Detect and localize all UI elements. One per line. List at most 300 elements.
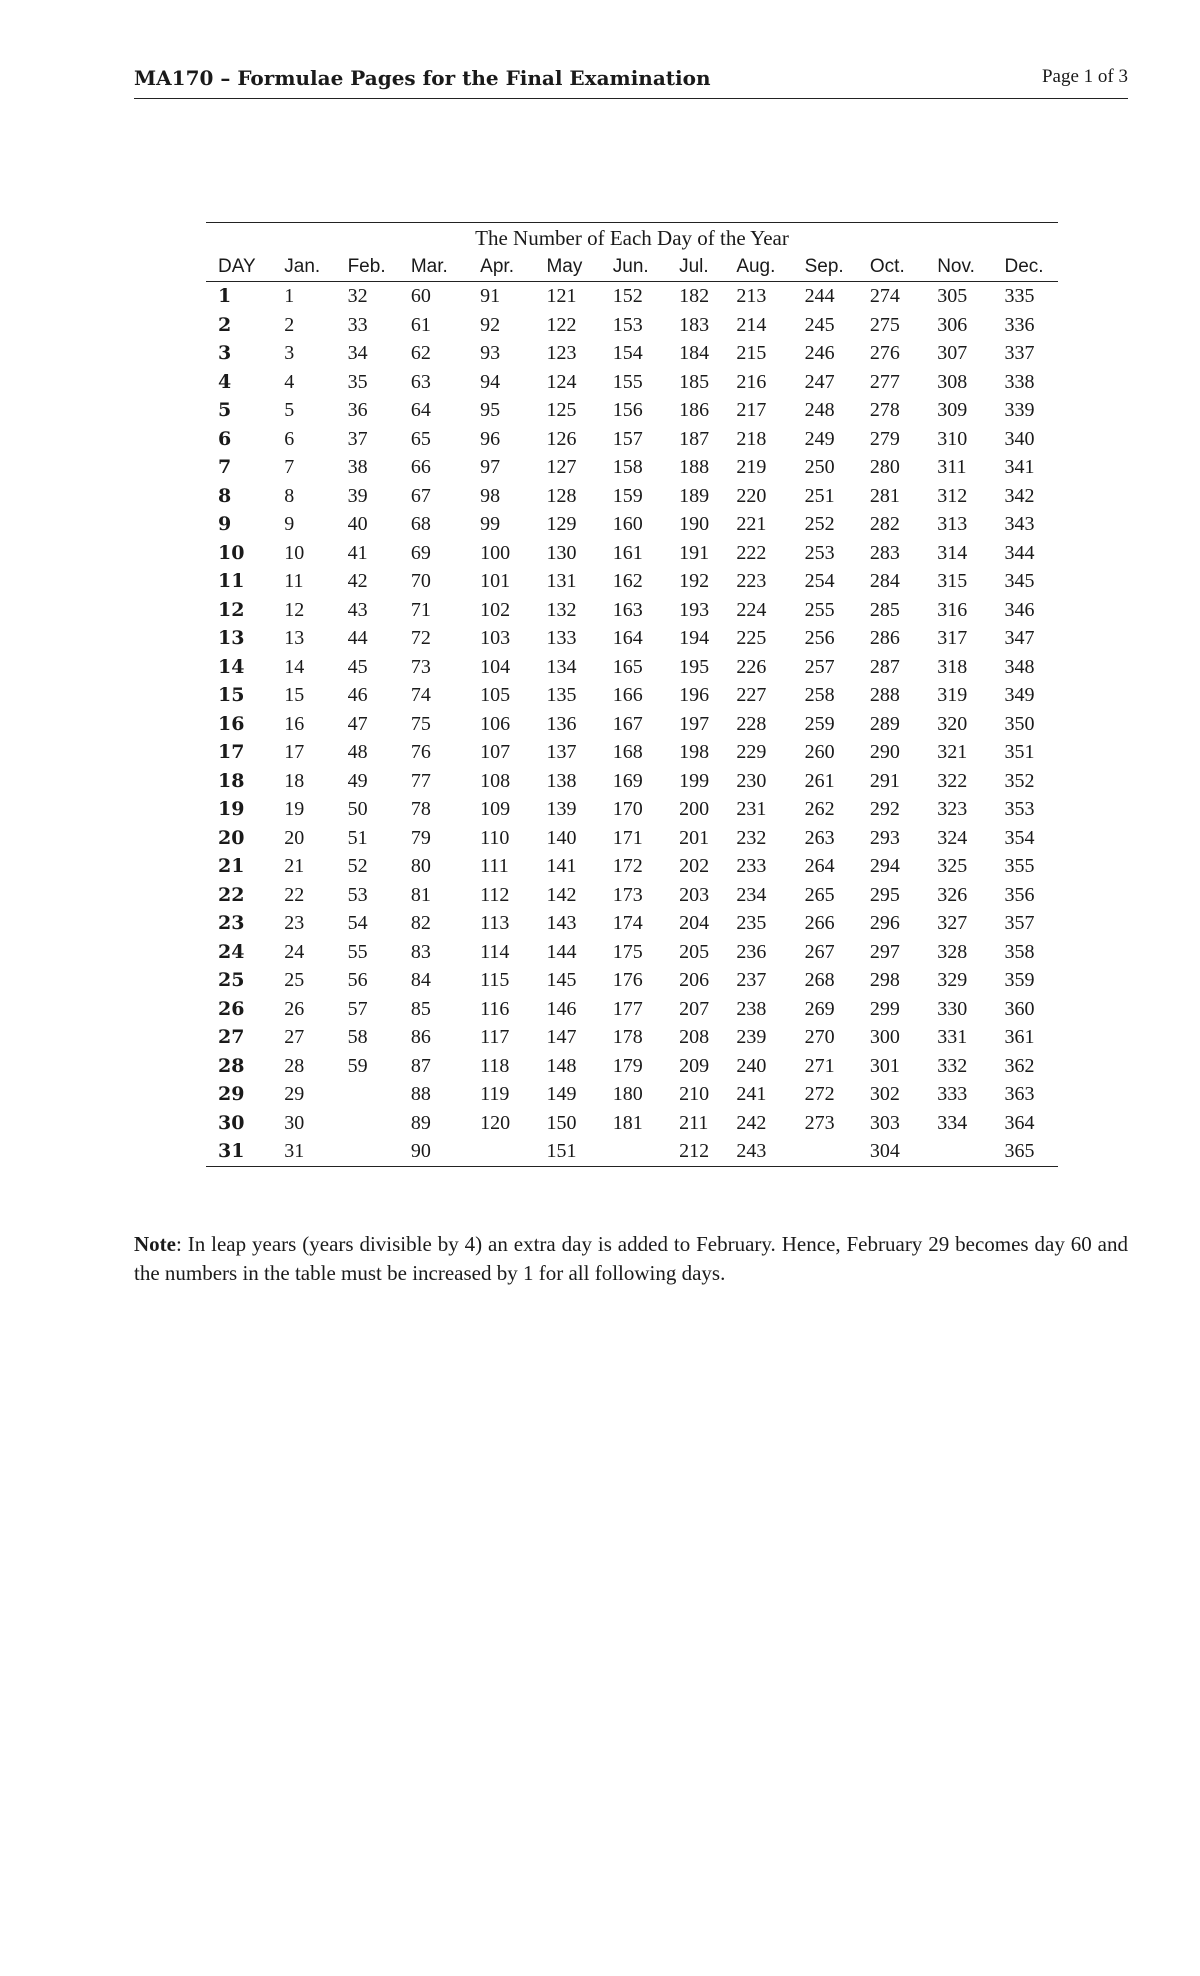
day-number-cell: 27 xyxy=(218,1026,245,1048)
day-of-year-cell: 304 xyxy=(858,1137,925,1166)
day-of-year-cell: 288 xyxy=(869,684,900,706)
day-of-year-cell: 25 xyxy=(284,969,305,991)
day-of-year-cell: 183 xyxy=(679,313,710,336)
day-of-year-cell: 18 xyxy=(284,769,305,792)
day-of-year-cell xyxy=(601,1137,667,1166)
day-of-year-cell: 221 xyxy=(736,513,767,535)
day-of-year-cell: 233 xyxy=(736,855,767,877)
day-of-year-cell: 263 xyxy=(804,826,835,849)
day-of-year-cell: 53 xyxy=(347,883,368,906)
day-number-cell: 17 xyxy=(218,741,245,763)
day-of-year-cell: 251 xyxy=(804,484,835,507)
day-of-year-cell: 334 xyxy=(937,1111,968,1134)
day-of-year-cell: 285 xyxy=(869,598,900,621)
day-of-year-cell: 128 xyxy=(546,484,577,507)
day-of-year-cell: 112 xyxy=(480,883,510,906)
day-of-year-cell: 265 xyxy=(804,883,835,906)
day-of-year-cell: 23 xyxy=(284,912,305,934)
day-of-year-cell: 84 xyxy=(410,969,431,991)
day-of-year-cell: 132 xyxy=(546,598,577,621)
day-of-year-cell: 192 xyxy=(679,570,710,592)
day-of-year-cell: 151 xyxy=(534,1137,600,1166)
day-of-year-cell: 141 xyxy=(546,855,577,877)
day-of-year-cell: 176 xyxy=(612,969,643,991)
day-of-year-cell: 145 xyxy=(546,969,577,991)
day-of-year-cell: 55 xyxy=(347,940,368,963)
day-of-year-cell: 148 xyxy=(546,1054,577,1077)
day-of-year-cell: 94 xyxy=(480,370,501,393)
day-of-year-cell: 68 xyxy=(410,513,431,535)
day-of-year-cell: 71 xyxy=(410,598,431,621)
day-of-year-cell: 348 xyxy=(1004,655,1035,678)
day-of-year-cell: 239 xyxy=(736,1026,767,1048)
day-of-year-cell: 129 xyxy=(546,513,577,535)
day-of-year-cell: 189 xyxy=(679,484,710,507)
day-of-year-cell: 302 xyxy=(869,1083,900,1105)
day-of-year-cell: 58 xyxy=(347,1026,368,1048)
day-of-year-cell: 262 xyxy=(804,798,835,820)
day-of-year-cell: 264 xyxy=(804,855,835,877)
day-of-year-cell: 267 xyxy=(804,940,835,963)
day-of-year-cell: 106 xyxy=(480,712,511,735)
day-of-year-cell: 309 xyxy=(937,399,968,421)
table-row xyxy=(206,824,1058,853)
day-of-year-cell: 243 xyxy=(724,1137,792,1166)
day-of-year-cell: 319 xyxy=(937,684,968,706)
table-row xyxy=(206,1052,1058,1081)
table-row xyxy=(206,368,1058,397)
day-of-year-cell: 313 xyxy=(937,513,968,535)
day-of-year-cell: 258 xyxy=(804,684,835,706)
day-of-year-cell: 4 xyxy=(284,370,295,393)
day-of-year-cell: 120 xyxy=(480,1111,511,1134)
table-row xyxy=(206,710,1058,739)
day-of-year-cell: 329 xyxy=(937,969,968,991)
day-of-year-cell: 164 xyxy=(612,627,643,649)
day-of-year-cell: 54 xyxy=(347,912,368,934)
day-of-year-cell: 210 xyxy=(679,1083,710,1105)
table-row xyxy=(206,966,1058,995)
day-of-year-cell: 69 xyxy=(410,541,431,564)
day-of-year-cell: 337 xyxy=(1004,342,1035,364)
day-of-year-cell: 127 xyxy=(546,456,577,478)
day-of-year-cell: 63 xyxy=(410,370,431,393)
day-of-year-cell: 330 xyxy=(937,997,968,1020)
day-of-year-cell: 146 xyxy=(546,997,577,1020)
column-header-month: Feb. xyxy=(336,253,399,282)
day-of-year-cell: 167 xyxy=(612,712,643,735)
day-of-year-cell: 67 xyxy=(410,484,431,507)
day-of-year-cell: 244 xyxy=(804,285,835,307)
day-of-year-cell: 60 xyxy=(410,285,431,307)
day-of-year-cell: 6 xyxy=(284,427,295,450)
day-number-cell: 14 xyxy=(218,655,245,678)
day-of-year-cell: 80 xyxy=(410,855,431,877)
table-row xyxy=(206,738,1058,767)
day-of-year-cell: 289 xyxy=(869,712,900,735)
day-of-year-cell: 104 xyxy=(480,655,511,678)
day-of-year-cell: 201 xyxy=(679,826,710,849)
day-of-year-cell: 161 xyxy=(612,541,643,564)
day-of-year-cell: 295 xyxy=(869,883,900,906)
day-of-year-cell: 122 xyxy=(546,313,577,336)
day-of-year-cell: 311 xyxy=(937,456,967,478)
day-of-year-cell: 193 xyxy=(679,598,710,621)
table-row xyxy=(206,852,1058,881)
day-of-year-cell: 154 xyxy=(612,342,643,364)
table-row xyxy=(206,425,1058,454)
column-header-month: Apr. xyxy=(468,253,534,282)
day-number-cell: 25 xyxy=(218,969,245,991)
day-of-year-cell: 144 xyxy=(546,940,577,963)
day-of-year-cell: 7 xyxy=(284,456,295,478)
day-of-year-cell: 277 xyxy=(869,370,900,393)
day-of-year-cell: 38 xyxy=(347,456,368,478)
day-of-year-cell: 216 xyxy=(736,370,767,393)
day-of-year-cell: 247 xyxy=(804,370,835,393)
day-of-year-cell: 185 xyxy=(679,370,710,393)
day-of-year-cell: 66 xyxy=(410,456,431,478)
day-of-year-cell: 305 xyxy=(937,285,968,307)
day-of-year-cell: 78 xyxy=(410,798,431,820)
day-of-year-cell: 316 xyxy=(937,598,968,621)
table-row xyxy=(206,1023,1058,1052)
table-row xyxy=(206,938,1058,967)
day-of-year-cell: 180 xyxy=(612,1083,643,1105)
day-of-year-cell: 91 xyxy=(480,285,501,307)
day-of-year-cell: 249 xyxy=(804,427,835,450)
column-header-month: Jun. xyxy=(601,253,667,282)
day-of-year-cell: 1 xyxy=(284,285,295,307)
day-of-year-cell: 90 xyxy=(399,1137,468,1166)
day-of-year-cell: 300 xyxy=(869,1026,900,1048)
page-header xyxy=(134,66,1128,99)
day-of-year-cell: 27 xyxy=(284,1026,305,1048)
day-of-year-cell: 88 xyxy=(410,1083,431,1105)
table-caption: The Number of Each Day of the Year xyxy=(206,223,1058,254)
day-of-year-cell: 350 xyxy=(1004,712,1035,735)
day-of-year-cell: 41 xyxy=(347,541,368,564)
day-of-year-cell: 212 xyxy=(667,1137,724,1166)
day-number-cell: 6 xyxy=(218,427,232,450)
day-number-cell: 8 xyxy=(218,484,232,507)
day-of-year-cell: 13 xyxy=(284,627,305,649)
page-number: Page 1 of 3 xyxy=(1041,66,1128,87)
day-of-year-cell: 139 xyxy=(546,798,577,820)
table-row xyxy=(206,282,1058,311)
day-of-year-cell: 332 xyxy=(937,1054,968,1077)
day-of-year-cell: 174 xyxy=(612,912,643,934)
day-of-year-cell: 173 xyxy=(612,883,643,906)
day-of-year-cell: 242 xyxy=(736,1111,767,1134)
day-of-year-cell: 194 xyxy=(679,627,710,649)
day-of-year-cell: 191 xyxy=(679,541,710,564)
day-of-year-cell: 347 xyxy=(1004,627,1035,649)
day-of-year-cell: 206 xyxy=(679,969,710,991)
day-number-cell: 3 xyxy=(218,342,232,364)
day-of-year-cell: 307 xyxy=(937,342,968,364)
day-of-year-cell: 248 xyxy=(804,399,835,421)
day-of-year-cell: 95 xyxy=(480,399,501,421)
day-of-year-cell: 131 xyxy=(546,570,577,592)
day-of-year-cell: 294 xyxy=(869,855,900,877)
table-row xyxy=(206,567,1058,596)
day-of-year-cell: 196 xyxy=(679,684,710,706)
day-of-year-cell: 39 xyxy=(347,484,368,507)
day-of-year-cell: 323 xyxy=(937,798,968,820)
day-of-year-cell: 35 xyxy=(347,370,368,393)
day-of-year-cell: 341 xyxy=(1004,456,1035,478)
day-of-year-cell: 352 xyxy=(1004,769,1035,792)
day-of-year-cell: 86 xyxy=(410,1026,431,1048)
day-of-year-cell: 322 xyxy=(937,769,968,792)
column-header-month: Oct. xyxy=(858,253,925,282)
day-of-year-cell: 195 xyxy=(679,655,710,678)
day-of-year-cell: 279 xyxy=(869,427,900,450)
day-of-year-cell: 134 xyxy=(546,655,577,678)
table-row xyxy=(206,681,1058,710)
day-of-year-cell: 93 xyxy=(480,342,501,364)
day-of-year-cell: 45 xyxy=(347,655,368,678)
day-of-year-cell: 159 xyxy=(612,484,643,507)
column-header-month: Jan. xyxy=(272,253,335,282)
table-row xyxy=(206,339,1058,368)
day-of-year-cell: 87 xyxy=(410,1054,431,1077)
table-row xyxy=(206,881,1058,910)
document-title: MA170 – Formulae Pages for the Final Examination xyxy=(134,66,711,90)
table-row xyxy=(206,1109,1058,1138)
day-of-year-cell: 355 xyxy=(1004,855,1035,877)
day-of-year-cell: 188 xyxy=(679,456,710,478)
day-of-year-cell: 149 xyxy=(546,1083,577,1105)
day-of-year-cell: 85 xyxy=(410,997,431,1020)
table-row xyxy=(206,1137,1058,1166)
day-of-year-cell: 98 xyxy=(480,484,501,507)
day-number-cell: 4 xyxy=(218,370,232,393)
day-of-year-cell: 116 xyxy=(480,997,510,1020)
day-of-year-cell: 160 xyxy=(612,513,643,535)
column-header-month: Mar. xyxy=(399,253,468,282)
table-row xyxy=(206,482,1058,511)
day-of-year-cell: 254 xyxy=(804,570,835,592)
day-of-year-cell: 209 xyxy=(679,1054,710,1077)
day-of-year-table xyxy=(206,222,1058,1167)
day-of-year-cell: 108 xyxy=(480,769,511,792)
day-of-year-cell: 179 xyxy=(612,1054,643,1077)
day-of-year-cell: 115 xyxy=(480,969,510,991)
table-row xyxy=(206,510,1058,539)
day-of-year-cell xyxy=(336,1137,399,1166)
column-header-month: Sep. xyxy=(793,253,858,282)
day-number-cell: 30 xyxy=(218,1111,245,1134)
day-of-year-cell: 232 xyxy=(736,826,767,849)
day-of-year-cell: 22 xyxy=(284,883,305,906)
day-of-year-cell: 48 xyxy=(347,741,368,763)
day-of-year-cell: 328 xyxy=(937,940,968,963)
day-of-year-cell: 21 xyxy=(284,855,305,877)
day-of-year-cell: 237 xyxy=(736,969,767,991)
day-of-year-cell: 124 xyxy=(546,370,577,393)
day-of-year-cell: 118 xyxy=(480,1054,510,1077)
day-of-year-cell: 72 xyxy=(410,627,431,649)
day-of-year-cell: 292 xyxy=(869,798,900,820)
day-of-year-cell: 46 xyxy=(347,684,368,706)
day-number-cell: 16 xyxy=(218,712,245,735)
day-of-year-cell: 32 xyxy=(347,285,368,307)
table-row xyxy=(206,596,1058,625)
day-number-cell: 18 xyxy=(218,769,245,792)
day-of-year-cell xyxy=(336,1080,399,1109)
day-of-year-cell: 280 xyxy=(869,456,900,478)
day-of-year-cell: 31 xyxy=(272,1137,335,1166)
day-of-year-cell: 187 xyxy=(679,427,710,450)
day-of-year-cell: 333 xyxy=(937,1083,968,1105)
day-of-year-cell: 344 xyxy=(1004,541,1035,564)
day-of-year-cell: 335 xyxy=(1004,285,1035,307)
day-of-year-cell: 213 xyxy=(736,285,767,307)
day-of-year-cell: 257 xyxy=(804,655,835,678)
day-of-year-cell: 351 xyxy=(1004,741,1035,763)
day-of-year-cell: 47 xyxy=(347,712,368,735)
day-of-year-cell: 306 xyxy=(937,313,968,336)
day-of-year-cell: 324 xyxy=(937,826,968,849)
day-of-year-cell: 153 xyxy=(612,313,643,336)
day-of-year-cell: 43 xyxy=(347,598,368,621)
day-of-year-cell: 203 xyxy=(679,883,710,906)
day-of-year-cell: 36 xyxy=(347,399,368,421)
day-of-year-cell: 30 xyxy=(284,1111,305,1134)
day-of-year-cell: 308 xyxy=(937,370,968,393)
day-of-year-cell: 89 xyxy=(410,1111,431,1134)
day-of-year-cell: 240 xyxy=(736,1054,767,1077)
day-of-year-cell: 343 xyxy=(1004,513,1035,535)
day-of-year-cell: 363 xyxy=(1004,1083,1035,1105)
column-header-month: Dec. xyxy=(993,253,1059,282)
day-of-year-cell: 293 xyxy=(869,826,900,849)
day-of-year-cell: 133 xyxy=(546,627,577,649)
day-of-year-cell: 326 xyxy=(937,883,968,906)
day-of-year-cell: 140 xyxy=(546,826,577,849)
day-of-year-cell: 360 xyxy=(1004,997,1035,1020)
day-of-year-cell: 29 xyxy=(284,1083,305,1105)
day-number-cell: 11 xyxy=(218,570,245,592)
day-number-cell: 22 xyxy=(218,883,245,906)
day-of-year-cell: 301 xyxy=(869,1054,900,1077)
day-of-year-cell: 99 xyxy=(480,513,501,535)
day-of-year-cell: 286 xyxy=(869,627,900,649)
day-of-year-cell: 342 xyxy=(1004,484,1035,507)
table-row xyxy=(206,311,1058,340)
day-of-year-cell: 208 xyxy=(679,1026,710,1048)
day-of-year-cell: 114 xyxy=(480,940,510,963)
day-of-year-cell: 137 xyxy=(546,741,577,763)
day-of-year-cell: 162 xyxy=(612,570,643,592)
day-of-year-cell: 121 xyxy=(546,285,577,307)
day-of-year-cell: 274 xyxy=(869,285,900,307)
day-of-year-cell: 298 xyxy=(869,969,900,991)
day-of-year-cell: 358 xyxy=(1004,940,1035,963)
day-of-year-cell: 136 xyxy=(546,712,577,735)
day-of-year-table-container xyxy=(206,222,1058,1167)
day-of-year-cell: 42 xyxy=(347,570,368,592)
day-of-year-cell: 204 xyxy=(679,912,710,934)
day-of-year-cell xyxy=(793,1137,858,1166)
day-of-year-cell: 227 xyxy=(736,684,767,706)
day-of-year-cell: 40 xyxy=(347,513,368,535)
day-of-year-cell: 331 xyxy=(937,1026,968,1048)
day-of-year-cell: 14 xyxy=(284,655,305,678)
day-of-year-cell: 310 xyxy=(937,427,968,450)
day-of-year-cell: 214 xyxy=(736,313,767,336)
day-of-year-cell: 184 xyxy=(679,342,710,364)
day-of-year-cell: 28 xyxy=(284,1054,305,1077)
day-of-year-cell: 20 xyxy=(284,826,305,849)
day-of-year-cell: 222 xyxy=(736,541,767,564)
day-of-year-cell: 225 xyxy=(736,627,767,649)
day-of-year-cell: 5 xyxy=(284,399,295,421)
column-header-month: Nov. xyxy=(925,253,992,282)
day-of-year-cell: 130 xyxy=(546,541,577,564)
day-number-cell: 20 xyxy=(218,826,245,849)
day-number-cell: 24 xyxy=(218,940,245,963)
day-of-year-cell: 49 xyxy=(347,769,368,792)
day-of-year-cell: 113 xyxy=(480,912,510,934)
day-of-year-cell: 236 xyxy=(736,940,767,963)
day-of-year-cell: 207 xyxy=(679,997,710,1020)
day-of-year-cell: 336 xyxy=(1004,313,1035,336)
day-of-year-cell: 241 xyxy=(736,1083,767,1105)
day-of-year-cell: 12 xyxy=(284,598,305,621)
day-of-year-cell: 356 xyxy=(1004,883,1035,906)
day-of-year-cell: 50 xyxy=(347,798,368,820)
day-of-year-cell: 261 xyxy=(804,769,835,792)
day-of-year-cell: 259 xyxy=(804,712,835,735)
day-of-year-cell: 119 xyxy=(480,1083,510,1105)
day-of-year-cell: 228 xyxy=(736,712,767,735)
day-of-year-cell: 320 xyxy=(937,712,968,735)
day-of-year-cell: 166 xyxy=(612,684,643,706)
day-of-year-cell: 150 xyxy=(546,1111,577,1134)
note-label: Note xyxy=(134,1232,176,1256)
day-of-year-cell: 147 xyxy=(546,1026,577,1048)
day-of-year-cell: 246 xyxy=(804,342,835,364)
day-of-year-cell: 271 xyxy=(804,1054,835,1077)
day-of-year-cell: 312 xyxy=(937,484,968,507)
day-of-year-cell: 270 xyxy=(804,1026,835,1048)
day-of-year-cell: 111 xyxy=(480,855,509,877)
day-of-year-cell: 97 xyxy=(480,456,501,478)
day-of-year-cell: 202 xyxy=(679,855,710,877)
day-number-cell: 19 xyxy=(218,798,245,820)
day-of-year-cell: 33 xyxy=(347,313,368,336)
day-of-year-cell: 172 xyxy=(612,855,643,877)
day-of-year-cell: 165 xyxy=(612,655,643,678)
day-of-year-cell: 266 xyxy=(804,912,835,934)
day-of-year-cell: 278 xyxy=(869,399,900,421)
table-row xyxy=(206,795,1058,824)
table-row xyxy=(206,1080,1058,1109)
day-of-year-cell xyxy=(925,1137,992,1166)
day-of-year-cell: 152 xyxy=(612,285,643,307)
day-of-year-cell: 75 xyxy=(410,712,431,735)
day-of-year-cell: 299 xyxy=(869,997,900,1020)
column-header-month: Aug. xyxy=(724,253,792,282)
day-of-year-cell: 175 xyxy=(612,940,643,963)
day-of-year-cell: 156 xyxy=(612,399,643,421)
day-of-year-cell: 349 xyxy=(1004,684,1035,706)
column-header-day: DAY xyxy=(206,253,272,282)
day-of-year-cell: 253 xyxy=(804,541,835,564)
